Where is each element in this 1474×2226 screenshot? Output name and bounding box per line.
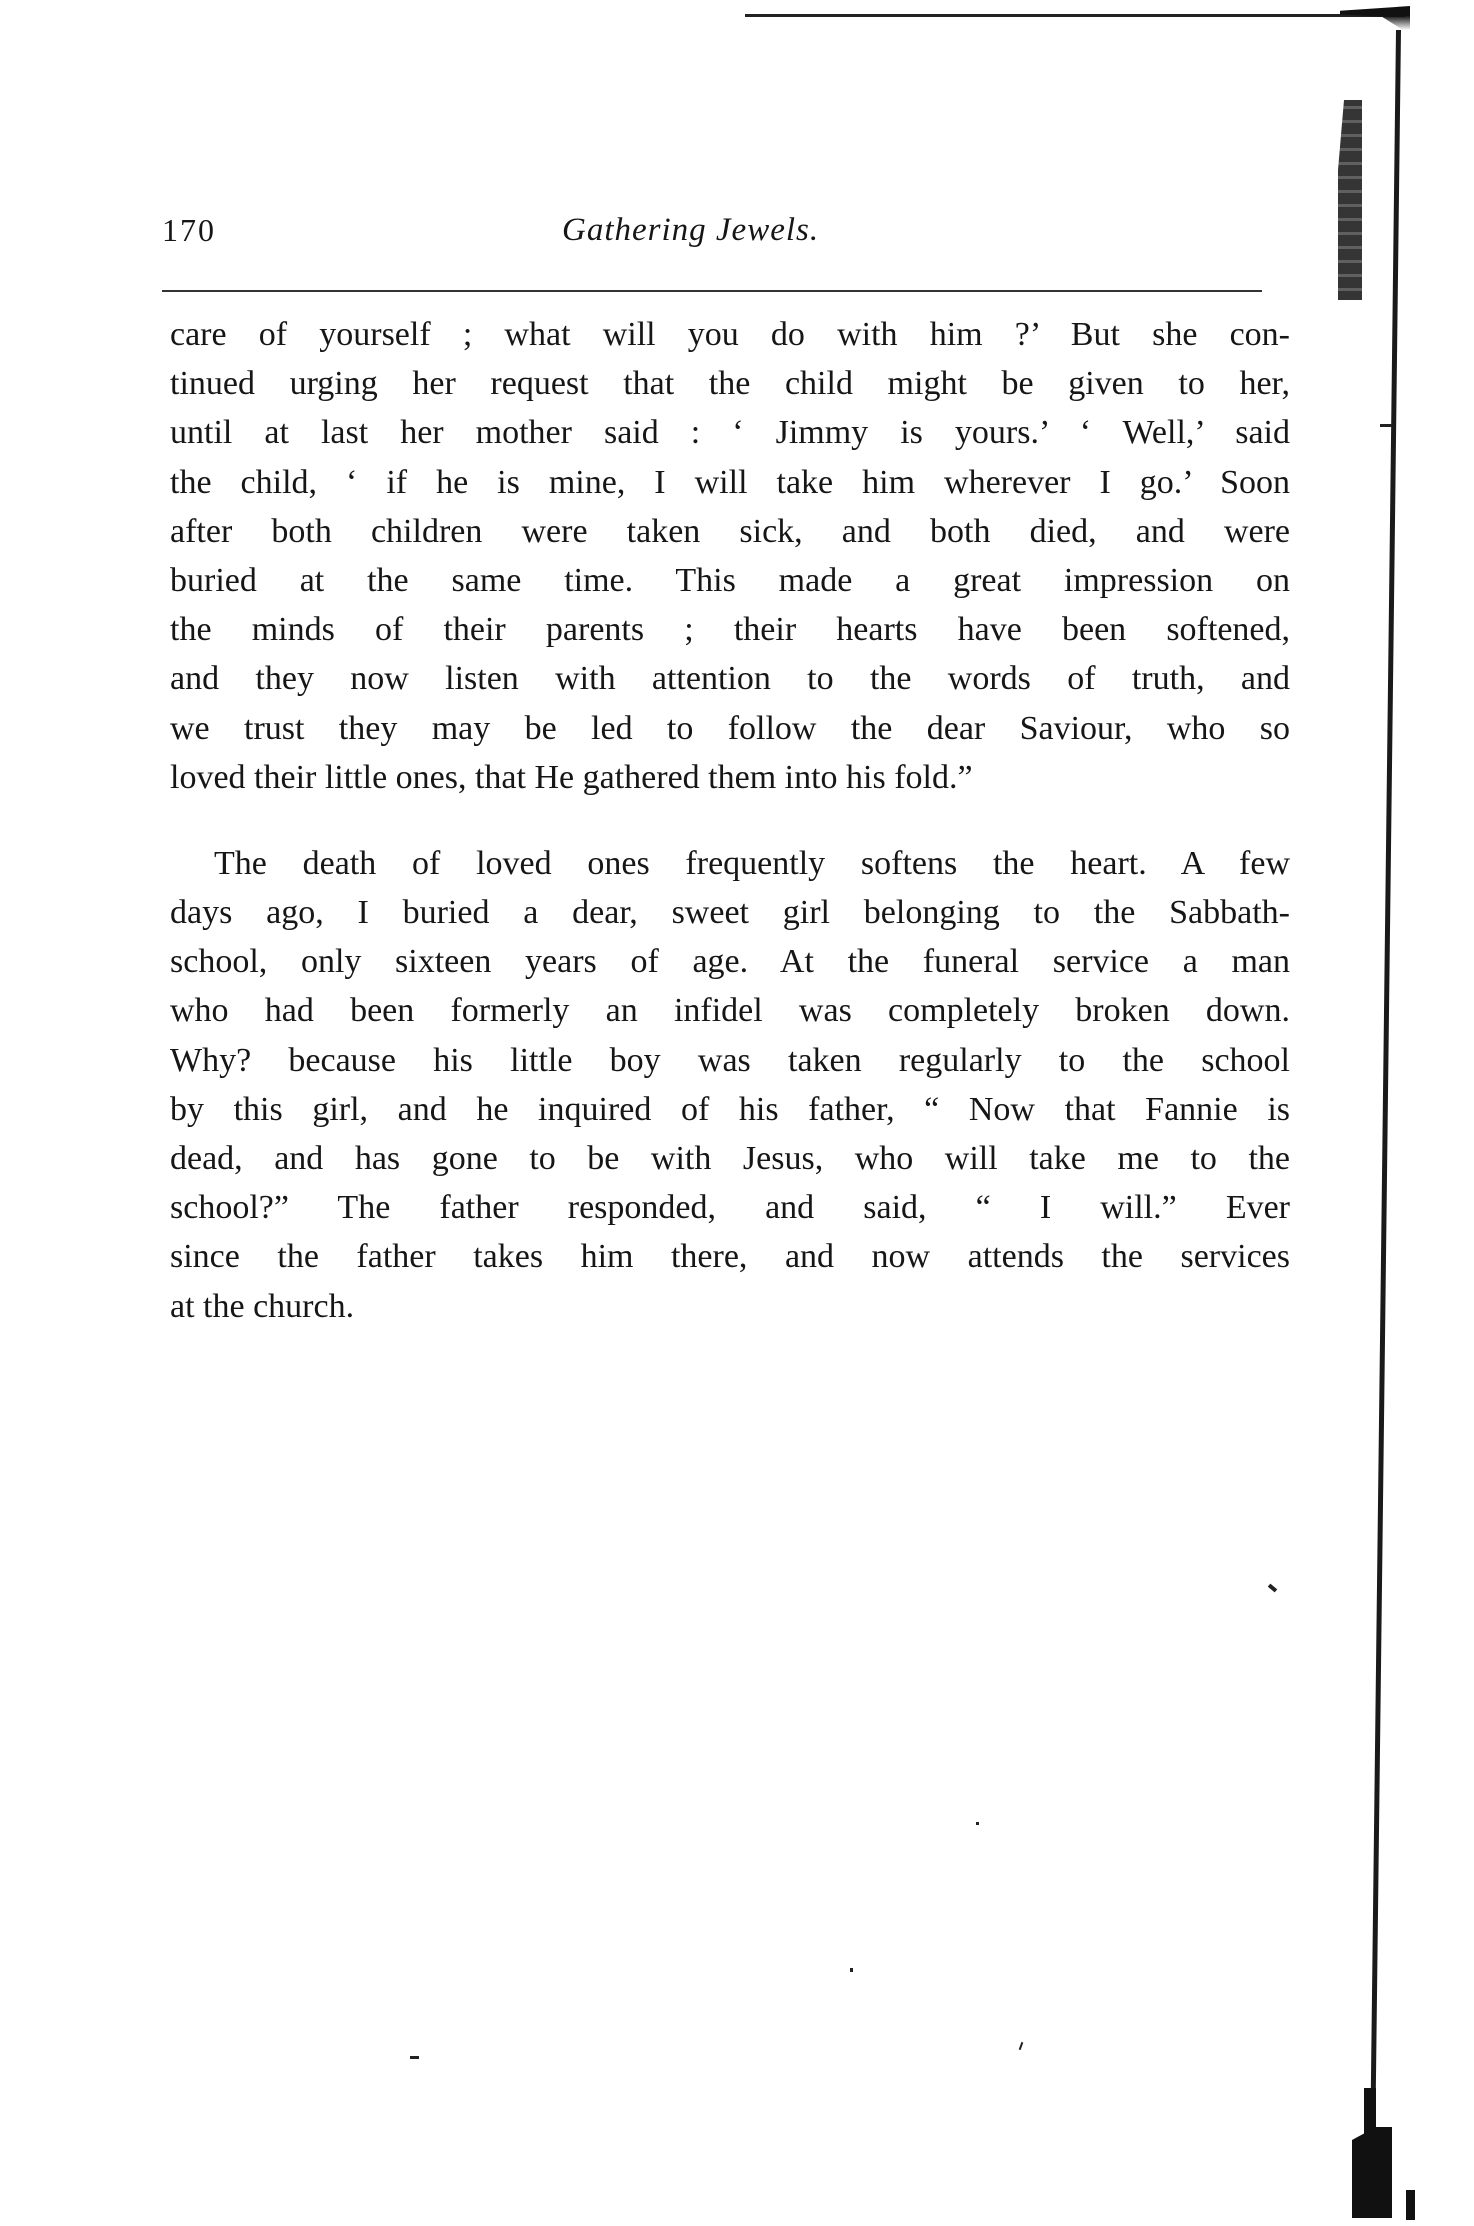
binding-shadow-top xyxy=(1338,100,1362,300)
text-line: tinued urging her request that the child might be given to her, xyxy=(170,365,1290,403)
scan-speck xyxy=(1268,1584,1277,1593)
page-number: 170 xyxy=(162,212,216,248)
body-text xyxy=(170,310,1290,1331)
text-line: loved their little ones, that He gathered them into his fold.” xyxy=(170,758,973,796)
paragraph-gap xyxy=(170,802,1290,839)
scan-speck xyxy=(976,1822,979,1825)
scan-speck xyxy=(1019,2042,1024,2050)
text-line: until at last her mother said : ‘ Jimmy is yours.’ ‘ Well,’ said xyxy=(170,414,1290,452)
scan-edge-right-line xyxy=(1370,30,1401,2150)
text-line: the child, ‘ if he is mine, I will take him wherever I go.’ Soon xyxy=(170,463,1290,501)
text-line: school, only sixteen years of age. At the funeral service a man xyxy=(170,943,1290,981)
text-line: and they now listen with attention to the words of truth, and xyxy=(170,660,1290,698)
text-line: the minds of their parents ; their hearts have been softened, xyxy=(170,611,1290,649)
text-line: dead, and has gone to be with Jesus, who will take me to the xyxy=(170,1140,1290,1177)
scan-edge-top-corner xyxy=(1340,6,1410,30)
text-line: buried at the same time. This made a great impression on xyxy=(170,561,1290,599)
text-line: school?” The father responded, and said, “ I will.” Ever xyxy=(170,1189,1290,1227)
text-line: care of yourself ; what will you do with him ?’ But she con- xyxy=(170,316,1290,353)
paragraph-death-of-loved-ones xyxy=(170,839,1290,1331)
text-line: Why? because his little boy was taken regularly to the school xyxy=(170,1041,1290,1079)
scan-speck xyxy=(850,1968,853,1972)
scan-speck xyxy=(410,2056,419,2059)
text-line: since the father takes him there, and now attends the services xyxy=(170,1238,1290,1276)
text-line: The death of loved ones frequently softens the heart. A few xyxy=(214,844,1290,882)
scan-edge-top-rule xyxy=(745,14,1405,17)
text-line: days ago, I buried a dear, sweet girl belonging to the Sabbath- xyxy=(170,894,1290,932)
header-rule xyxy=(162,290,1262,292)
text-line: at the church. xyxy=(170,1287,355,1325)
binding-shadow-bottom xyxy=(1352,2088,1392,2218)
text-line: we trust they may be led to follow the dear Saviour, who so xyxy=(170,709,1290,747)
scan-speck xyxy=(1380,424,1392,427)
scan-edge-bottom-stub xyxy=(1406,2190,1415,2220)
running-title: Gathering Jewels. xyxy=(562,212,820,248)
running-head xyxy=(162,212,1262,272)
paragraph-continuation xyxy=(170,310,1290,802)
text-line: by this girl, and he inquired of his father, “ Now that Fannie is xyxy=(170,1090,1290,1128)
text-line: who had been formerly an infidel was completely broken down. xyxy=(170,992,1290,1030)
text-line: after both children were taken sick, and both died, and were xyxy=(170,512,1290,550)
